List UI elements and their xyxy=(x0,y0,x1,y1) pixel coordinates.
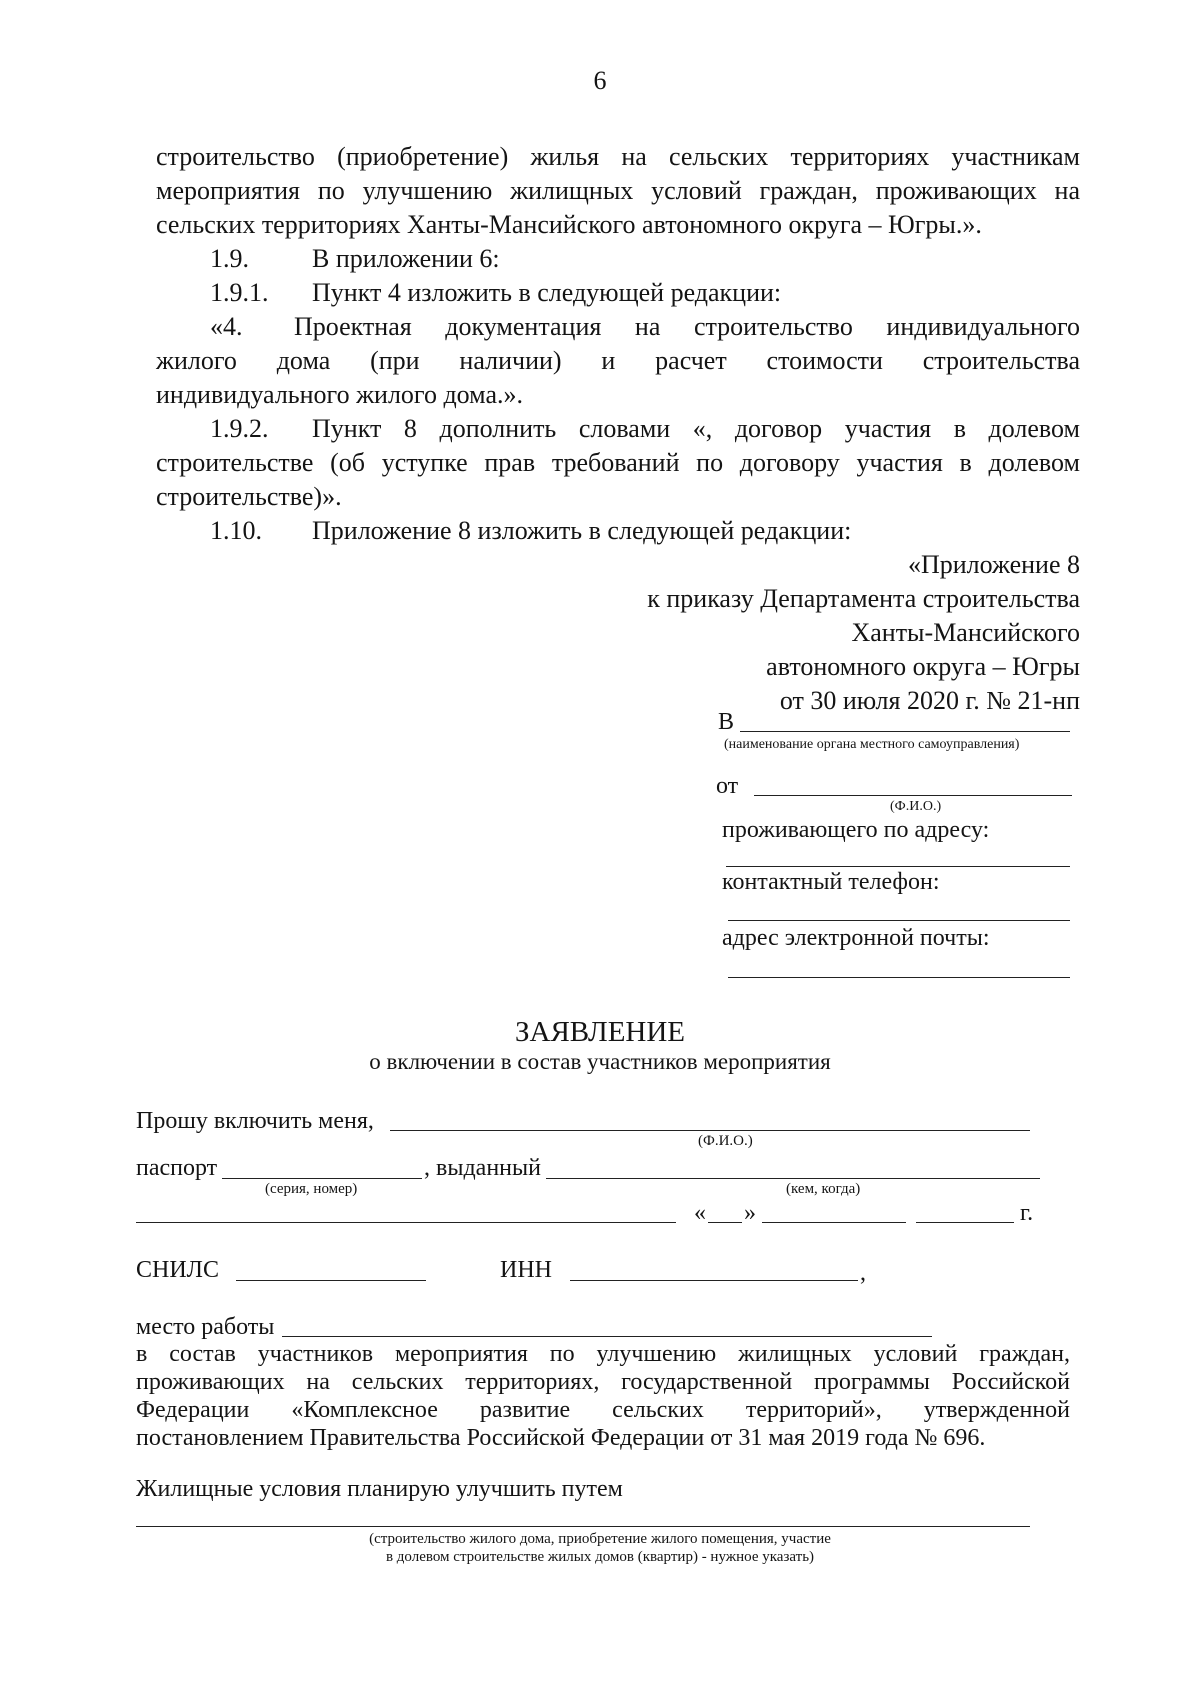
body-line-4: постановлением Правительства Российской Федерации от 31 мая 2019 года № 696. xyxy=(136,1425,986,1451)
body-line-3: Федерации «Комплексное развитие сельских территорий», утвержденной xyxy=(136,1397,1070,1423)
body-line-1: в состав участников мероприятия по улучшению жилищных условий граждан, xyxy=(136,1341,1070,1367)
item-1-10-number: 1.10. xyxy=(210,516,262,545)
item-1-9-2-number: 1.9.2. xyxy=(210,414,269,443)
snils-label: СНИЛС xyxy=(136,1257,219,1283)
housing-caption-line-1: (строительство жилого дома, приобретение жилого помещения, участие xyxy=(369,1531,831,1547)
addressee-to-caption: (наименование органа местного самоуправления) xyxy=(724,737,1020,752)
page-number: 6 xyxy=(593,66,607,95)
workplace-line xyxy=(282,1336,932,1337)
date-quote-open: « xyxy=(694,1200,706,1226)
issuer-caption: (кем, когда) xyxy=(786,1181,861,1197)
item-1-9-number: 1.9. xyxy=(210,244,249,273)
item-4-line-3: индивидуального жилого дома.». xyxy=(156,380,523,409)
addressee-address-label: проживающего по адресу: xyxy=(722,817,990,843)
addressee-from-caption: (Ф.И.О.) xyxy=(890,799,942,814)
addressee-email-label: адрес электронной почты: xyxy=(722,925,990,951)
item-1-9-2-line-1: Пункт 8 дополнить словами «, договор участия в долевом xyxy=(312,414,1080,443)
body-line-2: проживающих на сельских территориях, государственной программы Российской xyxy=(136,1369,1070,1395)
item-1-9-2-line-3: строительстве)». xyxy=(156,482,342,511)
form-title: ЗАЯВЛЕНИЕ xyxy=(514,1016,686,1048)
appendix-line-4: автономного округа – Югры xyxy=(766,652,1080,681)
date-year-suffix: г. xyxy=(1020,1200,1034,1226)
passport-series-caption: (серия, номер) xyxy=(265,1181,358,1197)
addressee-to-label: В xyxy=(718,709,735,735)
date-quote-close: » xyxy=(744,1200,756,1226)
item-1-9-2-line-2: строительстве (об уступке прав требований по договору участия в долевом xyxy=(156,448,1080,477)
item-1-9-1-text: Пункт 4 изложить в следующей редакции: xyxy=(312,278,782,307)
item-4-line-2: жилого дома (при наличии) и расчет стоимости строительства xyxy=(156,346,1080,375)
form-subtitle: о включении в состав участников мероприятия xyxy=(369,1049,831,1074)
appendix-line-3: Ханты-Мансийского xyxy=(851,618,1080,647)
passport-line xyxy=(222,1178,422,1179)
passport-label: паспорт xyxy=(136,1155,218,1181)
intro-line-2: мероприятия по улучшению жилищных условий граждан, проживающих на xyxy=(156,176,1080,205)
intro-line-1: строительство (приобретение) жилья на сельских территориях участникам xyxy=(156,142,1080,171)
date-year-line xyxy=(916,1222,1014,1223)
housing-caption-line-2: в долевом строительстве жилых домов (квартир) - нужное указать) xyxy=(385,1549,815,1565)
fio-line xyxy=(390,1130,1030,1131)
addressee-from-label: от xyxy=(716,773,739,799)
addressee-phone-line xyxy=(728,920,1070,921)
item-1-10-text: Приложение 8 изложить в следующей редакции: xyxy=(312,516,852,545)
item-4-number: «4. xyxy=(210,312,243,341)
housing-line xyxy=(136,1526,1030,1527)
snils-line xyxy=(236,1280,426,1281)
intro-line-3: сельских территориях Ханты-Мансийского автономного округа – Югры.». xyxy=(156,210,982,239)
issuer-continuation-line xyxy=(136,1222,676,1223)
workplace-label: место работы xyxy=(136,1314,275,1340)
issuer-line xyxy=(546,1178,1040,1179)
addressee-email-line xyxy=(728,977,1070,978)
date-day-line xyxy=(708,1222,742,1223)
appendix-line-5: от 30 июля 2020 г. № 21-нп xyxy=(779,686,1080,715)
housing-label: Жилищные условия планирую улучшить путем xyxy=(136,1476,623,1502)
item-1-9-1-number: 1.9.1. xyxy=(210,278,269,307)
inn-comma: , xyxy=(860,1260,866,1286)
addressee-to-line xyxy=(740,731,1070,732)
fio-caption: (Ф.И.О.) xyxy=(698,1133,753,1149)
item-4-line-1: Проектная документация на строительство индивидуального xyxy=(294,312,1080,341)
addressee-phone-label: контактный телефон: xyxy=(722,869,940,895)
inn-line xyxy=(570,1280,858,1281)
issued-label: , выданный xyxy=(424,1155,541,1181)
date-month-line xyxy=(762,1222,906,1223)
appendix-line-1: «Приложение 8 xyxy=(907,550,1080,579)
addressee-from-line xyxy=(754,795,1072,796)
appendix-line-2: к приказу Департамента строительства xyxy=(647,584,1080,613)
item-1-9-text: В приложении 6: xyxy=(312,244,500,273)
inn-label: ИНН xyxy=(500,1257,552,1283)
request-label: Прошу включить меня, xyxy=(136,1108,374,1134)
